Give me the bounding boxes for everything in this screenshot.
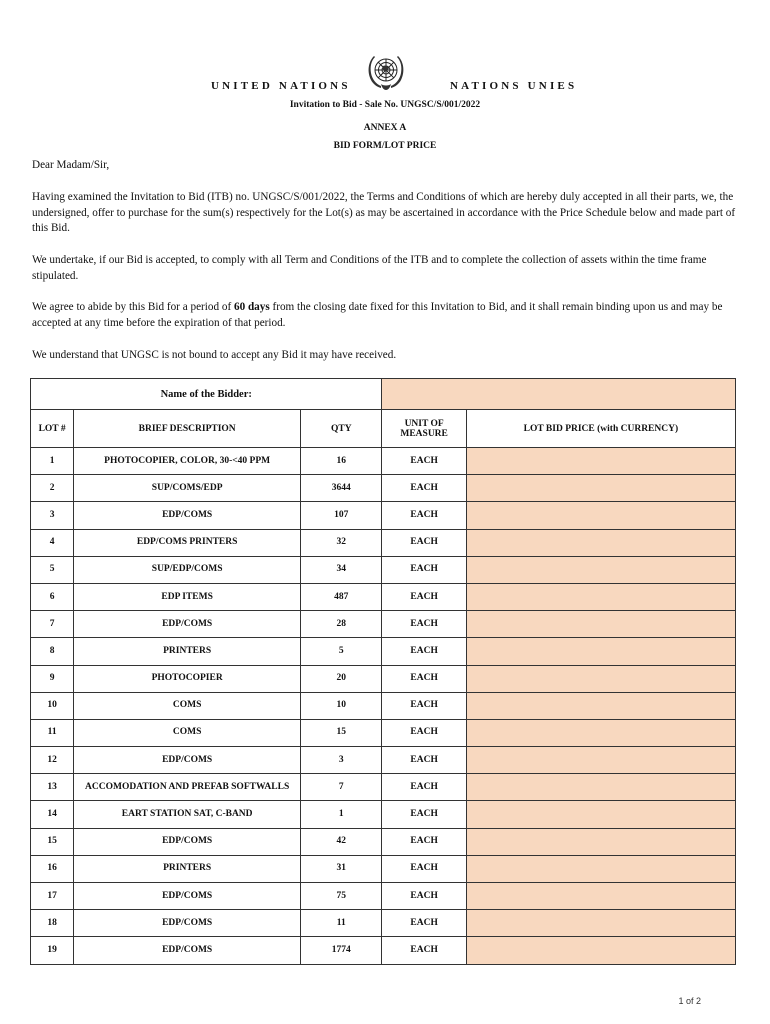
lot-number-cell: 13	[31, 774, 74, 801]
description-cell: PHOTOCOPIER	[74, 665, 301, 692]
lot-bid-price-field[interactable]	[466, 529, 735, 556]
lot-number-cell: 1	[31, 448, 74, 475]
lot-number-cell: 7	[31, 611, 74, 638]
description-cell: SUP/COMS/EDP	[74, 475, 301, 502]
table-header-row	[31, 410, 736, 448]
description-cell: COMS	[74, 719, 301, 746]
table-row	[31, 448, 736, 475]
unit-of-measure-cell: EACH	[382, 583, 466, 610]
unit-of-measure-cell: EACH	[382, 747, 466, 774]
unit-of-measure-cell: EACH	[382, 719, 466, 746]
paragraph-undertaking: We undertake, if our Bid is accepted, to comply with all Term and Conditions of the ITB and to complete the collection of assets within the time frame stipulated.	[32, 254, 707, 282]
description-cell: EDP/COMS PRINTERS	[74, 529, 301, 556]
description-cell: EDP/COMS	[74, 502, 301, 529]
lot-bid-price-field[interactable]	[466, 801, 735, 828]
table-row	[31, 692, 736, 719]
table-row	[31, 475, 736, 502]
unit-of-measure-cell: EACH	[382, 448, 466, 475]
description-cell: EDP ITEMS	[74, 583, 301, 610]
annex-heading: ANNEX A	[363, 123, 407, 133]
form-title: BID FORM/LOT PRICE	[333, 141, 437, 151]
lot-bid-price-field[interactable]	[466, 774, 735, 801]
quantity-cell: 487	[301, 583, 382, 610]
org-name-english: UNITED NATIONS	[211, 80, 351, 92]
quantity-cell: 75	[301, 883, 382, 910]
lot-number-cell: 9	[31, 665, 74, 692]
description-cell: PHOTOCOPIER, COLOR, 30-<40 PPM	[74, 448, 301, 475]
lot-number-cell: 12	[31, 747, 74, 774]
unit-of-measure-cell: EACH	[382, 855, 466, 882]
unit-of-measure-cell: EACH	[382, 638, 466, 665]
bidder-name-row	[31, 379, 736, 410]
unit-of-measure-cell: EACH	[382, 475, 466, 502]
validity-text-after: from the closing date fixed for this Invitation to Bid, and it shall remain binding upon us and may be accepted at any time before the expiration of that period.	[32, 301, 723, 329]
lot-number-cell: 16	[31, 855, 74, 882]
validity-text-before: We agree to abide by this Bid for a period of	[32, 301, 234, 313]
table-row	[31, 883, 736, 910]
paragraph-acceptance: We understand that UNGSC is not bound to accept any Bid it may have received.	[32, 349, 397, 361]
table-row	[31, 801, 736, 828]
unit-of-measure-cell: EACH	[382, 502, 466, 529]
lot-bid-price-field[interactable]	[466, 883, 735, 910]
lot-number-cell: 17	[31, 883, 74, 910]
lot-number-cell: 5	[31, 556, 74, 583]
unit-of-measure-cell: EACH	[382, 910, 466, 937]
bidder-name-field[interactable]	[382, 379, 736, 410]
quantity-cell: 7	[301, 774, 382, 801]
quantity-cell: 5	[301, 638, 382, 665]
itb-subtitle: Invitation to Bid - Sale No. UNGSC/S/001/2022	[289, 100, 481, 110]
lot-number-cell: 6	[31, 583, 74, 610]
description-cell: EDP/COMS	[74, 611, 301, 638]
paragraph-examination: Having examined the Invitation to Bid (ITB) no. UNGSC/S/001/2022, the Terms and Conditions of which are hereby duly accepted in all their parts, we, the undersigned, offer to purchase for the sum(s) respectively for the Lot(s) as may be ascertained in accordance with the Price Schedule below and made part of this Bid.	[32, 191, 736, 234]
description-cell: EART STATION SAT, C-BAND	[74, 801, 301, 828]
header-lot: LOT #	[31, 410, 74, 448]
table-row	[31, 583, 736, 610]
header-qty: QTY	[301, 410, 382, 448]
lot-bid-price-field[interactable]	[466, 910, 735, 937]
description-cell: EDP/COMS	[74, 910, 301, 937]
lot-bid-price-field[interactable]	[466, 665, 735, 692]
bidder-name-label: Name of the Bidder:	[31, 379, 382, 410]
quantity-cell: 3644	[301, 475, 382, 502]
paragraph-validity	[32, 300, 737, 331]
table-row	[31, 502, 736, 529]
description-cell: ACCOMODATION AND PREFAB SOFTWALLS	[74, 774, 301, 801]
lot-bid-price-field[interactable]	[466, 556, 735, 583]
lot-number-cell: 4	[31, 529, 74, 556]
description-cell: EDP/COMS	[74, 828, 301, 855]
unit-of-measure-cell: EACH	[382, 937, 466, 964]
lot-bid-price-field[interactable]	[466, 719, 735, 746]
unit-of-measure-cell: EACH	[382, 774, 466, 801]
org-name-french: NATIONS UNIES	[450, 80, 578, 92]
unit-of-measure-cell: EACH	[382, 692, 466, 719]
quantity-cell: 1774	[301, 937, 382, 964]
bid-price-table	[30, 378, 736, 965]
table-row	[31, 556, 736, 583]
quantity-cell: 15	[301, 719, 382, 746]
table-row	[31, 747, 736, 774]
lot-bid-price-field[interactable]	[466, 828, 735, 855]
lot-number-cell: 19	[31, 937, 74, 964]
table-row	[31, 855, 736, 882]
lot-bid-price-field[interactable]	[466, 475, 735, 502]
lot-bid-price-field[interactable]	[466, 692, 735, 719]
quantity-cell: 20	[301, 665, 382, 692]
description-cell: PRINTERS	[74, 638, 301, 665]
quantity-cell: 32	[301, 529, 382, 556]
table-row	[31, 828, 736, 855]
table-row	[31, 665, 736, 692]
lot-number-cell: 3	[31, 502, 74, 529]
lot-bid-price-field[interactable]	[466, 502, 735, 529]
quantity-cell: 28	[301, 611, 382, 638]
un-emblem-icon	[364, 50, 408, 92]
quantity-cell: 1	[301, 801, 382, 828]
unit-of-measure-cell: EACH	[382, 665, 466, 692]
header-description: BRIEF DESCRIPTION	[74, 410, 301, 448]
lot-bid-price-field[interactable]	[466, 448, 735, 475]
quantity-cell: 34	[301, 556, 382, 583]
lot-number-cell: 2	[31, 475, 74, 502]
lot-number-cell: 10	[31, 692, 74, 719]
quantity-cell: 16	[301, 448, 382, 475]
table-row	[31, 910, 736, 937]
lot-number-cell: 14	[31, 801, 74, 828]
quantity-cell: 107	[301, 502, 382, 529]
validity-period: 60 days	[233, 301, 270, 313]
salutation: Dear Madam/Sir,	[32, 159, 110, 171]
lot-bid-price-field[interactable]	[466, 855, 735, 882]
quantity-cell: 31	[301, 855, 382, 882]
description-cell: SUP/EDP/COMS	[74, 556, 301, 583]
description-cell: EDP/COMS	[74, 937, 301, 964]
header-unit: UNIT OF MEASURE	[382, 410, 466, 448]
lot-bid-price-field[interactable]	[466, 937, 735, 964]
table-row	[31, 937, 736, 964]
lot-bid-price-field[interactable]	[466, 638, 735, 665]
lot-number-cell: 15	[31, 828, 74, 855]
lot-bid-price-field[interactable]	[466, 583, 735, 610]
description-cell: PRINTERS	[74, 855, 301, 882]
page-number: 1 of 2	[678, 996, 701, 1006]
lot-bid-price-field[interactable]	[466, 747, 735, 774]
description-cell: EDP/COMS	[74, 883, 301, 910]
lot-number-cell: 11	[31, 719, 74, 746]
table-row	[31, 719, 736, 746]
lot-number-cell: 18	[31, 910, 74, 937]
quantity-cell: 10	[301, 692, 382, 719]
unit-of-measure-cell: EACH	[382, 828, 466, 855]
unit-of-measure-cell: EACH	[382, 529, 466, 556]
unit-of-measure-cell: EACH	[382, 556, 466, 583]
lot-number-cell: 8	[31, 638, 74, 665]
unit-of-measure-cell: EACH	[382, 611, 466, 638]
table-row	[31, 774, 736, 801]
lot-bid-price-field[interactable]	[466, 611, 735, 638]
table-row	[31, 611, 736, 638]
quantity-cell: 3	[301, 747, 382, 774]
unit-of-measure-cell: EACH	[382, 801, 466, 828]
description-cell: COMS	[74, 692, 301, 719]
quantity-cell: 11	[301, 910, 382, 937]
unit-of-measure-cell: EACH	[382, 883, 466, 910]
header-price: LOT BID PRICE (with CURRENCY)	[466, 410, 735, 448]
quantity-cell: 42	[301, 828, 382, 855]
table-row	[31, 529, 736, 556]
description-cell: EDP/COMS	[74, 747, 301, 774]
table-row	[31, 638, 736, 665]
